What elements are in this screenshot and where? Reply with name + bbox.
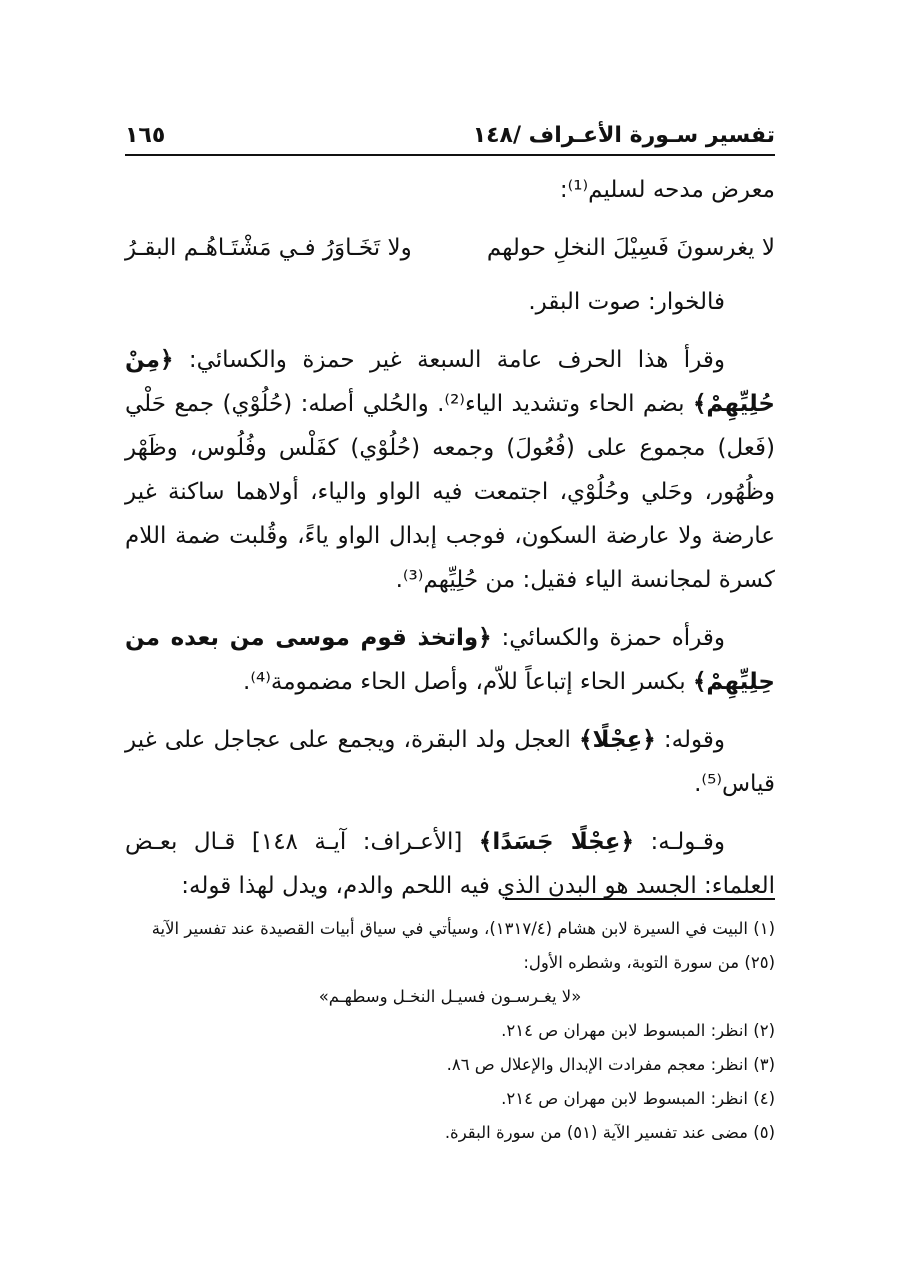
footnote-5: (٥) مضى عند تفسير الآية (٥١) من سورة البقرة. — [444, 1123, 775, 1142]
quran-quote: ﴿واتخذ قوم موسى من بعده من حِلِيِّهِمْ﴾ — [125, 625, 775, 695]
footnote-1-verse: «لا يغـرسـون فسيـل النخـل وسطهـم» — [318, 987, 582, 1006]
text-span: وقوله: — [655, 727, 726, 753]
main-text — [125, 168, 775, 922]
page-number: ١٦٥ — [125, 123, 166, 148]
paragraph-intro: معرض مدحه لسليم⁽¹⁾: — [559, 177, 775, 203]
header-title: تفسير سـورة الأعـراف /١٤٨ — [472, 123, 775, 148]
text-span: وقـولـه: — [633, 829, 725, 855]
footnote-divider — [505, 898, 775, 900]
text-span: بضم الحاء وتشديد الياء⁽²⁾. والحُلي أصله: (حُلُوْي) جمع حَلْي (فَعل) مجموع على (فُعُولَ) وجمعه (حُلُوْي) كفَلْس وفُلُوس، وظَهْر وظُهُور، وحَلي وحُلُوْي، اجتمعت فيه الواو والياء، أولاهما ساكنة غير عارضة ولا عارضة السكون، فوجب إبدال الواو ياءً، وقُلبت ضمة اللام كسرة لمجانسة الياء فقيل: من حُلِيِّهم⁽³⁾. — [125, 391, 775, 593]
verse-second-hemistich: ولا تَخَـاوَرُ فـي مَشْتَـاهُـم البقـرُ — [125, 235, 412, 261]
text-span: بكسر الحاء إتباعاً للاّم، وأصل الحاء مضمومة⁽⁴⁾. — [243, 669, 693, 695]
quran-quote: ﴿عِجْلًا﴾ — [579, 727, 656, 753]
paragraph-reading-1 — [125, 338, 775, 602]
poetry-verse — [125, 226, 775, 270]
text-span: وقرأ هذا الحرف عامة السبعة غير حمزة والكسائي: — [173, 347, 725, 373]
footnote-1: (١) البيت في السيرة لابن هشام (١٣١٧/٤)، وسيأتي في سياق أبيات القصيدة عند تفسير الآية (٢٥) من سورة التوبة، وشطره الأول: — [151, 919, 775, 972]
text-span: [الأعـراف: آيـة ١٤٨] قـال بعـض العلماء: الجسد هو البدن الذي فيه اللحم والدم، ويدل لهذا قوله: — [125, 829, 775, 899]
quran-quote: ﴿مِنْ حُلِيِّهِمْ﴾ — [125, 347, 775, 417]
verse-first-hemistich: لا يغرسونَ فَسِيْلَ النخلِ حولهم — [486, 235, 775, 261]
footnote-3: (٣) انظر: معجم مفرادت الإبدال والإعلال ص ٨٦. — [446, 1055, 775, 1074]
quran-quote: ﴿عِجْلًا جَسَدًا﴾ — [478, 829, 634, 855]
paragraph-jasad — [125, 820, 775, 908]
footnote-2: (٢) انظر: المبسوط لابن مهران ص ٢١٤. — [501, 1021, 775, 1040]
paragraph-khuwar: فالخوار: صوت البقر. — [528, 289, 725, 315]
text-span: العجل ولد البقرة، ويجمع على عجاجل على غير قياس⁽⁵⁾. — [125, 727, 775, 797]
running-header — [125, 108, 775, 156]
footnote-4: (٤) انظر: المبسوط لابن مهران ص ٢١٤. — [501, 1089, 775, 1108]
paragraph-reading-2 — [125, 616, 775, 704]
text-span: وقرأه حمزة والكسائي: — [491, 625, 725, 651]
paragraph-ijl — [125, 718, 775, 806]
footnotes — [125, 912, 775, 1150]
